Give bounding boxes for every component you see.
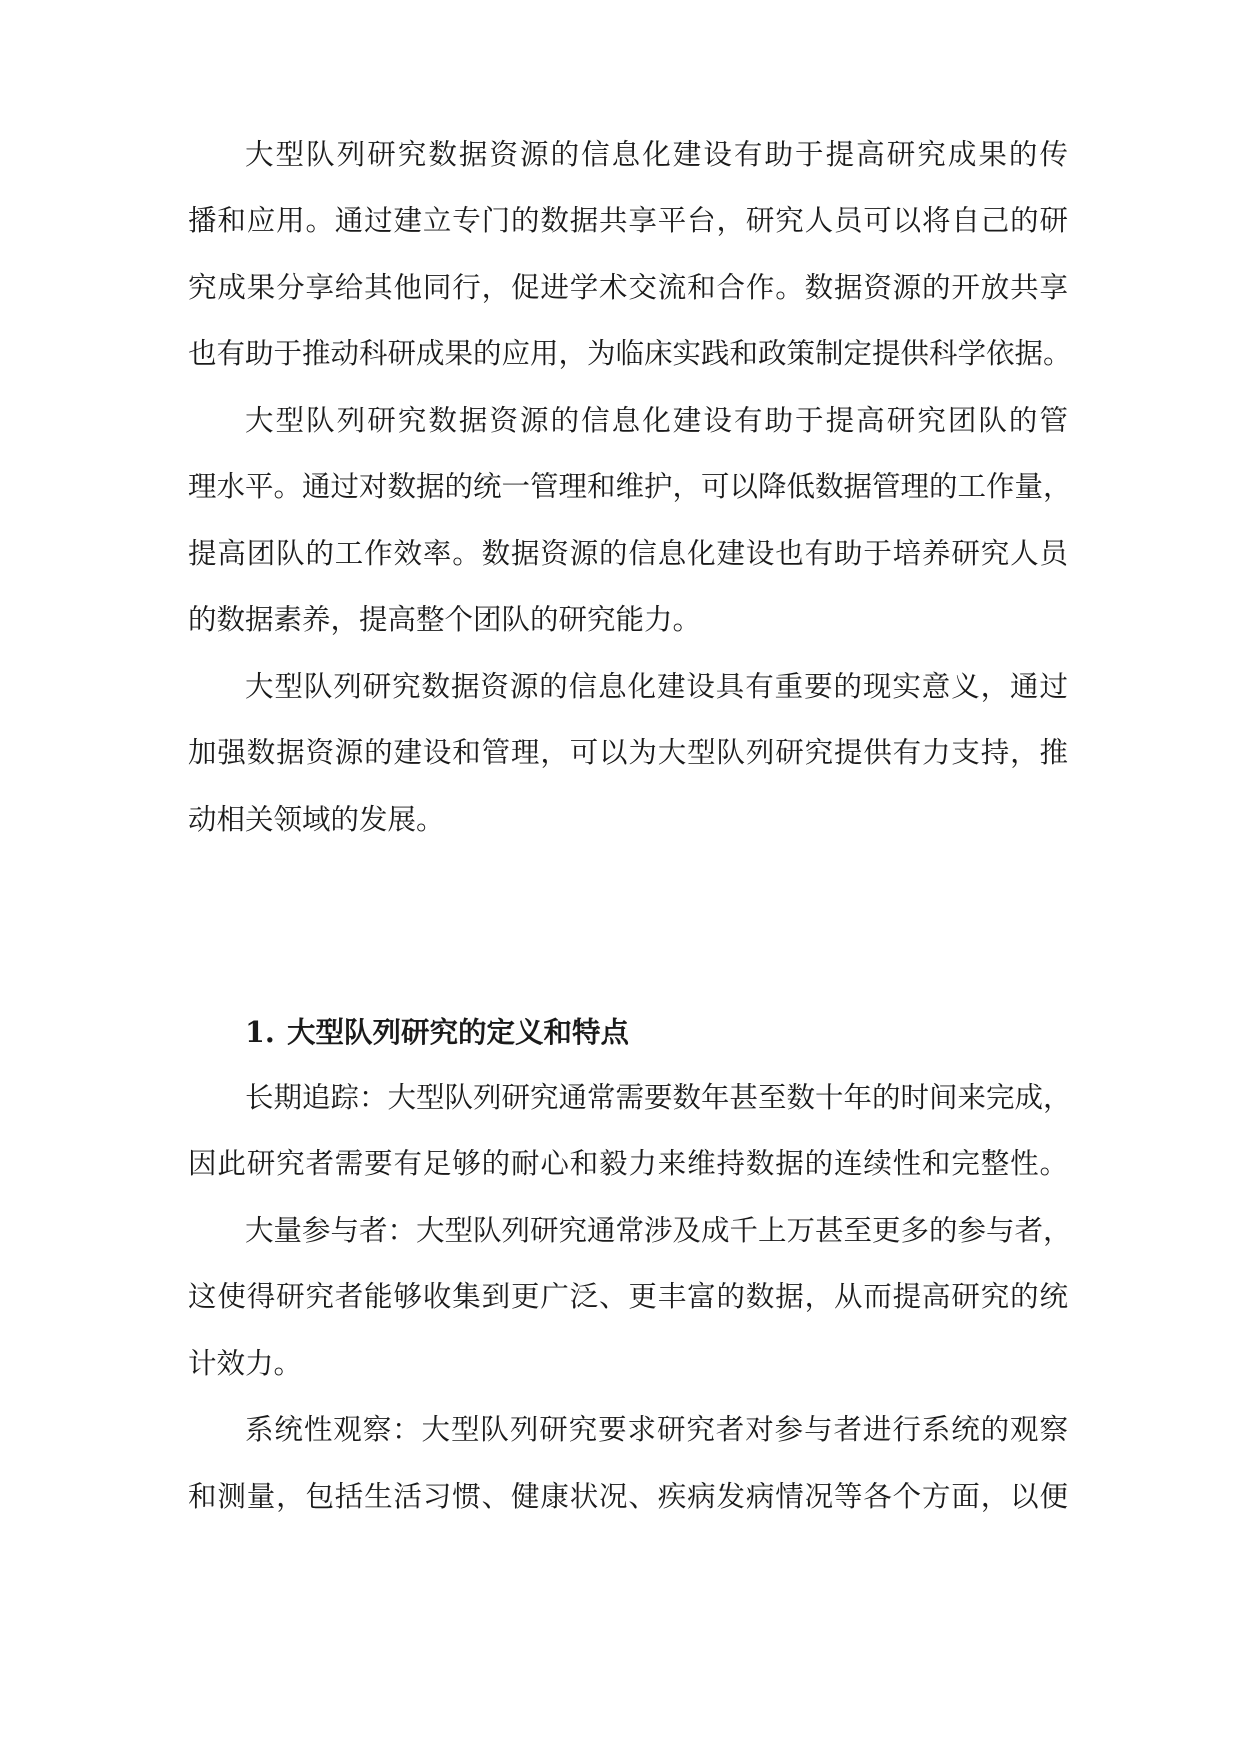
item-long-term-line-1: 长期追踪：大型队列研究通常需要数年甚至数十年的时间来完成，	[245, 1081, 1072, 1114]
paragraph-1-line-2: 播和应用。通过建立专门的数据共享平台，研究人员可以将自己的研	[188, 204, 1068, 237]
paragraph-1-line-4: 也有助于推动科研成果的应用，为临床实践和政策制定提供科学依据。	[188, 337, 1072, 370]
paragraph-2-line-3: 提高团队的工作效率。数据资源的信息化建设也有助于培养研究人员	[188, 537, 1068, 570]
item-long-term-line-2: 因此研究者需要有足够的耐心和毅力来维持数据的连续性和完整性。	[188, 1147, 1068, 1180]
item-participants-line-1: 大量参与者：大型队列研究通常涉及成千上万甚至更多的参与者，	[245, 1214, 1072, 1247]
paragraph-1-line-3: 究成果分享给其他同行，促进学术交流和合作。数据资源的开放共享	[188, 271, 1068, 304]
paragraph-1-line-1: 大型队列研究数据资源的信息化建设有助于提高研究成果的传	[245, 138, 1068, 171]
section-title: 大型队列研究的定义和特点	[287, 1015, 630, 1049]
paragraph-3-line-3: 动相关领域的发展。	[188, 803, 445, 836]
paragraph-2-line-4: 的数据素养，提高整个团队的研究能力。	[188, 603, 702, 636]
paragraph-3-line-1: 大型队列研究数据资源的信息化建设具有重要的现实意义，通过	[245, 670, 1068, 703]
section-number: 1.	[245, 1015, 275, 1049]
item-observation-line-1: 系统性观察：大型队列研究要求研究者对参与者进行系统的观察	[245, 1413, 1068, 1446]
section-heading	[245, 1012, 629, 1052]
paragraph-2-line-2: 理水平。通过对数据的统一管理和维护，可以降低数据管理的工作量，	[188, 470, 1072, 503]
item-observation-line-2: 和测量，包括生活习惯、健康状况、疾病发病情况等各个方面，以便	[188, 1480, 1068, 1513]
item-participants-line-2: 这使得研究者能够收集到更广泛、更丰富的数据，从而提高研究的统	[188, 1280, 1068, 1313]
item-participants-line-3: 计效力。	[188, 1347, 303, 1380]
paragraph-2-line-1: 大型队列研究数据资源的信息化建设有助于提高研究团队的管	[245, 404, 1068, 437]
paragraph-3-line-2: 加强数据资源的建设和管理，可以为大型队列研究提供有力支持，推	[188, 736, 1068, 769]
